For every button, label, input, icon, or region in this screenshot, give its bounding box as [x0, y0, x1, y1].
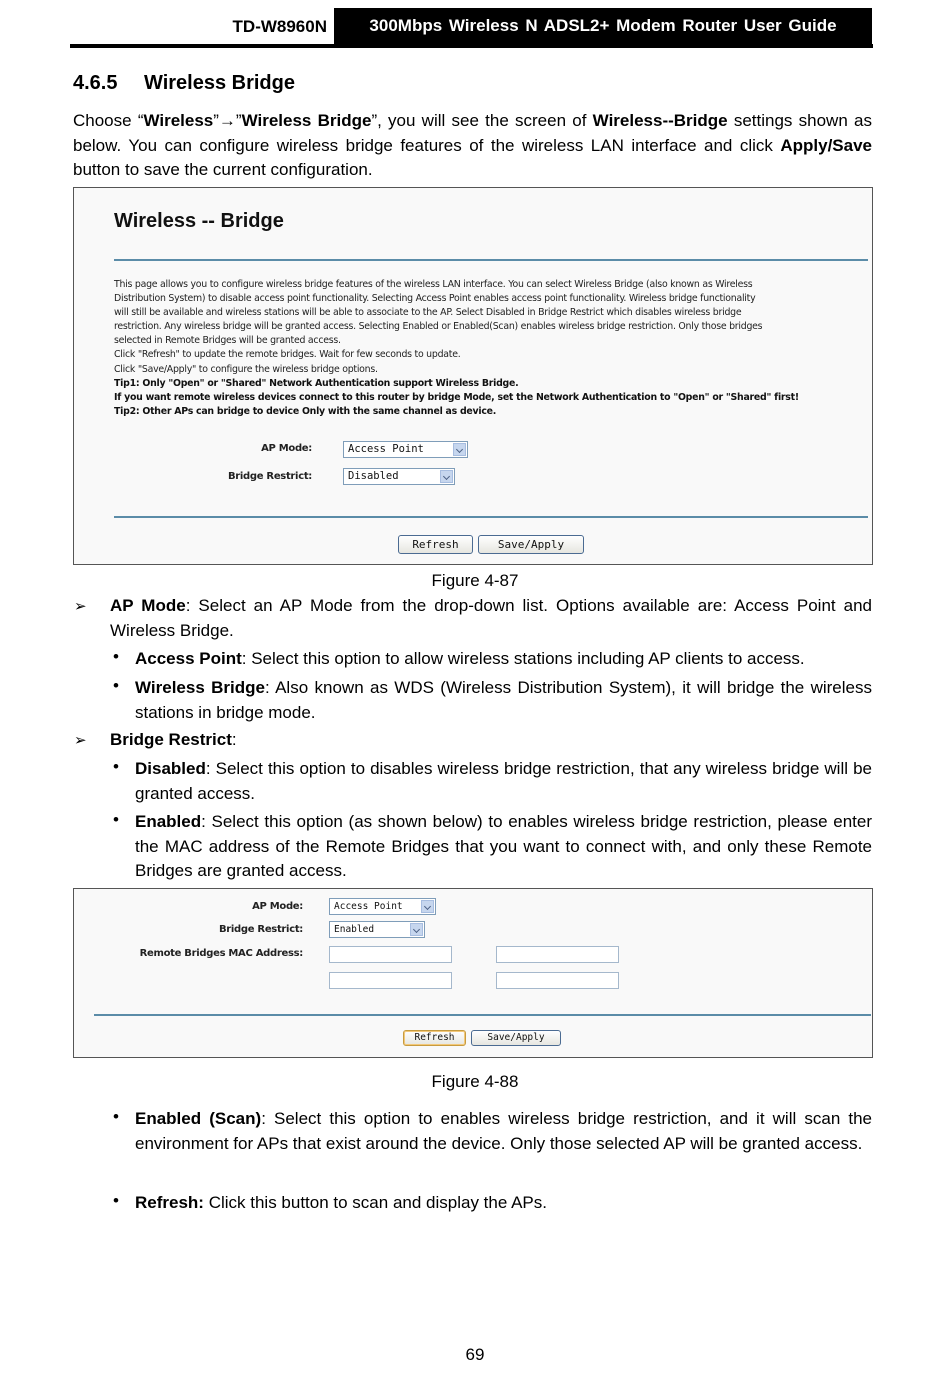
form-divider	[114, 516, 868, 518]
figure-4-87-screenshot	[73, 187, 873, 565]
description-line: Click "Save/Apply" to configure the wireless bridge options.	[114, 363, 378, 375]
list-item	[135, 1107, 872, 1156]
list-item	[135, 757, 872, 806]
definition: Click this button to scan and display the APs.	[203, 1193, 547, 1212]
bullet-dot-icon: •	[113, 757, 119, 776]
definition: : Select this option to disables wireless bridge restriction, that any wireless bridge will be granted access.	[135, 759, 872, 803]
bridge-restrict-value: Enabled	[334, 924, 375, 935]
section-title	[73, 72, 295, 95]
list-item	[135, 1191, 872, 1216]
ap-mode-select[interactable]	[343, 441, 468, 458]
term: Disabled	[135, 759, 206, 778]
mac-address-label: Remote Bridges MAC Address:	[139, 948, 303, 959]
mac-address-input-1[interactable]	[329, 946, 452, 963]
intro-text: button to save the current configuration.	[73, 160, 373, 179]
term: Refresh:	[135, 1193, 204, 1212]
bridge-restrict-label: Bridge Restrict:	[218, 924, 303, 935]
ap-mode-select[interactable]	[329, 898, 436, 915]
ap-mode-description	[110, 594, 872, 643]
description-line: This page allows you to configure wireless bridge features of the wireless LAN interface. You can select Wireless Bridge (also known as Wireless	[114, 279, 753, 290]
ui-page-title: Wireless -- Bridge	[114, 210, 284, 232]
header-model: TD-W8960N	[232, 17, 327, 36]
figure-4-88-screenshot	[73, 888, 873, 1058]
form-divider	[94, 1014, 871, 1016]
intro-bold: Wireless	[143, 111, 214, 130]
mac-address-input-4[interactable]	[496, 972, 619, 989]
description-line: Click "Refresh" to update the remote bridges. Wait for few seconds to update.	[114, 349, 461, 361]
intro-paragraph	[73, 109, 872, 183]
term: Wireless Bridge	[135, 678, 265, 697]
list-item	[135, 810, 872, 884]
definition: : Also known as WDS (Wireless Distribution System), it will bridge the wireless stations in bridge mode.	[135, 678, 872, 722]
tip-line: Tip1: Only "Open" or "Shared" Network Authentication support Wireless Bridge.	[114, 377, 519, 389]
header-rule	[70, 44, 873, 48]
definition: :	[231, 730, 237, 749]
mac-address-input-3[interactable]	[329, 972, 452, 989]
tip-line: Tip2: Other APs can bridge to device Only with the same channel as device.	[114, 405, 497, 417]
arrow-bullet-icon: ➢	[74, 598, 87, 615]
term: AP Mode	[110, 596, 186, 615]
chevron-down-icon[interactable]	[440, 470, 453, 483]
chevron-down-icon[interactable]	[410, 923, 423, 936]
definition: : Select this option to allow wireless stations including AP clients to access.	[241, 649, 805, 668]
intro-bold: Apply/Save	[780, 135, 872, 155]
bullet-dot-icon: •	[113, 676, 119, 695]
description-line: Distribution System) to disable access point functionality. Selecting Access Point enables access point functionality. Wireless bridge functionality	[114, 293, 756, 305]
description-line: restriction. Any wireless bridge will be granted access. Selecting Enabled or Enabled(Scan) enables wireless bridge restriction. Only those bridges	[114, 321, 763, 333]
bullet-dot-icon: •	[113, 1191, 119, 1210]
bullet-dot-icon: •	[113, 810, 119, 829]
figure-caption: Figure 4-87	[431, 571, 519, 590]
bridge-restrict-select[interactable]	[329, 921, 425, 938]
intro-text: ”→”	[213, 111, 242, 130]
section-number: 4.6.5	[73, 72, 118, 94]
bridge-restrict-label: Bridge Restrict:	[227, 471, 312, 482]
refresh-button[interactable]: Refresh	[403, 1030, 466, 1046]
intro-bold: Wireless--Bridge	[592, 111, 728, 130]
bullet-dot-icon: •	[113, 647, 119, 666]
figure-caption: Figure 4-88	[431, 1072, 519, 1091]
bridge-restrict-value: Disabled	[348, 470, 399, 482]
description-line: selected in Remote Bridges will be granted access.	[114, 335, 341, 347]
intro-text: Choose “	[73, 111, 144, 130]
tip-line: If you want remote wireless devices connect to this router by bridge Mode, set the Network Authentication to "Open" or "Shared" first!	[114, 391, 799, 403]
intro-text: settings shown as below. You can configure wireless bridge features of the wireless LAN interface and click	[73, 111, 872, 155]
term: Enabled (Scan)	[135, 1109, 262, 1128]
chevron-down-icon[interactable]	[453, 443, 466, 456]
term: Access Point	[135, 649, 242, 668]
ap-mode-value: Access Point	[348, 443, 424, 455]
mac-address-input-2[interactable]	[496, 946, 619, 963]
refresh-button[interactable]: Refresh	[398, 535, 473, 554]
ap-mode-label: AP Mode:	[261, 443, 312, 454]
save-apply-button[interactable]: Save/Apply	[478, 535, 584, 554]
arrow-bullet-icon: ➢	[74, 732, 87, 749]
chevron-down-icon[interactable]	[421, 900, 434, 913]
ui-description	[114, 278, 799, 419]
title-divider	[114, 259, 868, 261]
section-heading: Wireless Bridge	[144, 72, 295, 94]
intro-text: ”, you will see the screen of	[371, 111, 593, 130]
bridge-restrict-select[interactable]	[343, 468, 455, 485]
term: Bridge Restrict	[110, 730, 232, 749]
term: Enabled	[135, 812, 202, 831]
bullet-dot-icon: •	[113, 1107, 119, 1126]
description-line: will still be available and wireless stations will be able to associate to the AP. Select Disabled in Bridge Restrict which disables wireless bridge	[114, 307, 742, 319]
intro-bold: Wireless Bridge	[241, 111, 372, 130]
definition: : Select this option (as shown below) to enables wireless bridge restriction, please enter the MAC address of the Remote Bridges that you want to connect with, and only these Remote Bridges are granted access.	[135, 812, 872, 880]
definition: : Select this option to enables wireless bridge restriction, and it will scan the environment for APs that exist around the device. Only those selected AP will be granted access.	[135, 1109, 872, 1153]
definition: : Select an AP Mode from the drop-down list. Options available are: Access Point and Wireless Bridge.	[110, 596, 872, 640]
list-item	[135, 676, 872, 725]
bridge-restrict-description	[110, 728, 872, 753]
list-item	[135, 647, 872, 672]
ap-mode-label: AP Mode:	[252, 901, 303, 912]
ap-mode-value: Access Point	[334, 901, 403, 912]
page-number: 69	[465, 1345, 485, 1364]
header-guide-title: 300Mbps Wireless N ADSL2+ Modem Router User Guide	[334, 8, 872, 44]
save-apply-button[interactable]: Save/Apply	[471, 1030, 561, 1046]
